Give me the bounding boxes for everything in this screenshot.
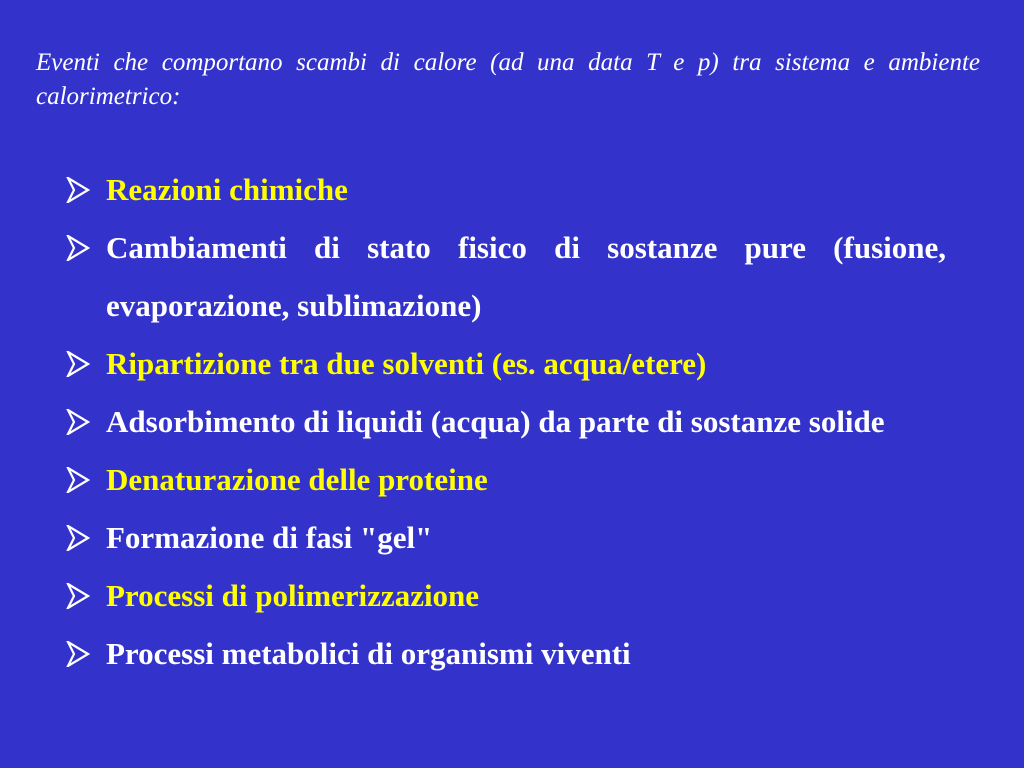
bullet-text: Formazione di fasi "gel" (106, 520, 433, 555)
bullet-text: Reazioni chimiche (106, 172, 348, 207)
bullet-list (62, 161, 946, 683)
bullet-item (62, 219, 946, 335)
arrowhead-bullet-icon (66, 525, 90, 551)
bullet-text: Processi metabolici di organismi viventi (106, 636, 631, 671)
bullet-text: Cambiamenti di stato fisico di sostanze pure (fusione, evaporazione, sublimazione) (106, 230, 946, 323)
arrowhead-bullet-icon (66, 177, 90, 203)
bullet-item (62, 567, 946, 625)
bullet-item (62, 509, 946, 567)
bullet-item (62, 393, 946, 451)
intro-text: Eventi che comportano scambi di calore (ad una data T e p) tra sistema e ambiente calorimetrico: (36, 49, 980, 110)
bullet-item (62, 335, 946, 393)
arrowhead-bullet-icon (66, 409, 90, 435)
arrowhead-bullet-icon (66, 583, 90, 609)
arrowhead-bullet-icon (66, 235, 90, 261)
bullet-text: Adsorbimento di liquidi (acqua) da parte di sostanze solide (106, 404, 885, 439)
arrowhead-bullet-icon (66, 467, 90, 493)
bullet-text: Ripartizione tra due solventi (es. acqua/etere) (106, 346, 707, 381)
bullet-item (62, 451, 946, 509)
arrowhead-bullet-icon (66, 641, 90, 667)
bullet-text: Denaturazione delle proteine (106, 462, 488, 497)
bullet-item (62, 625, 946, 683)
arrowhead-bullet-icon (66, 351, 90, 377)
bullet-text: Processi di polimerizzazione (106, 578, 480, 613)
bullet-item (62, 161, 946, 219)
